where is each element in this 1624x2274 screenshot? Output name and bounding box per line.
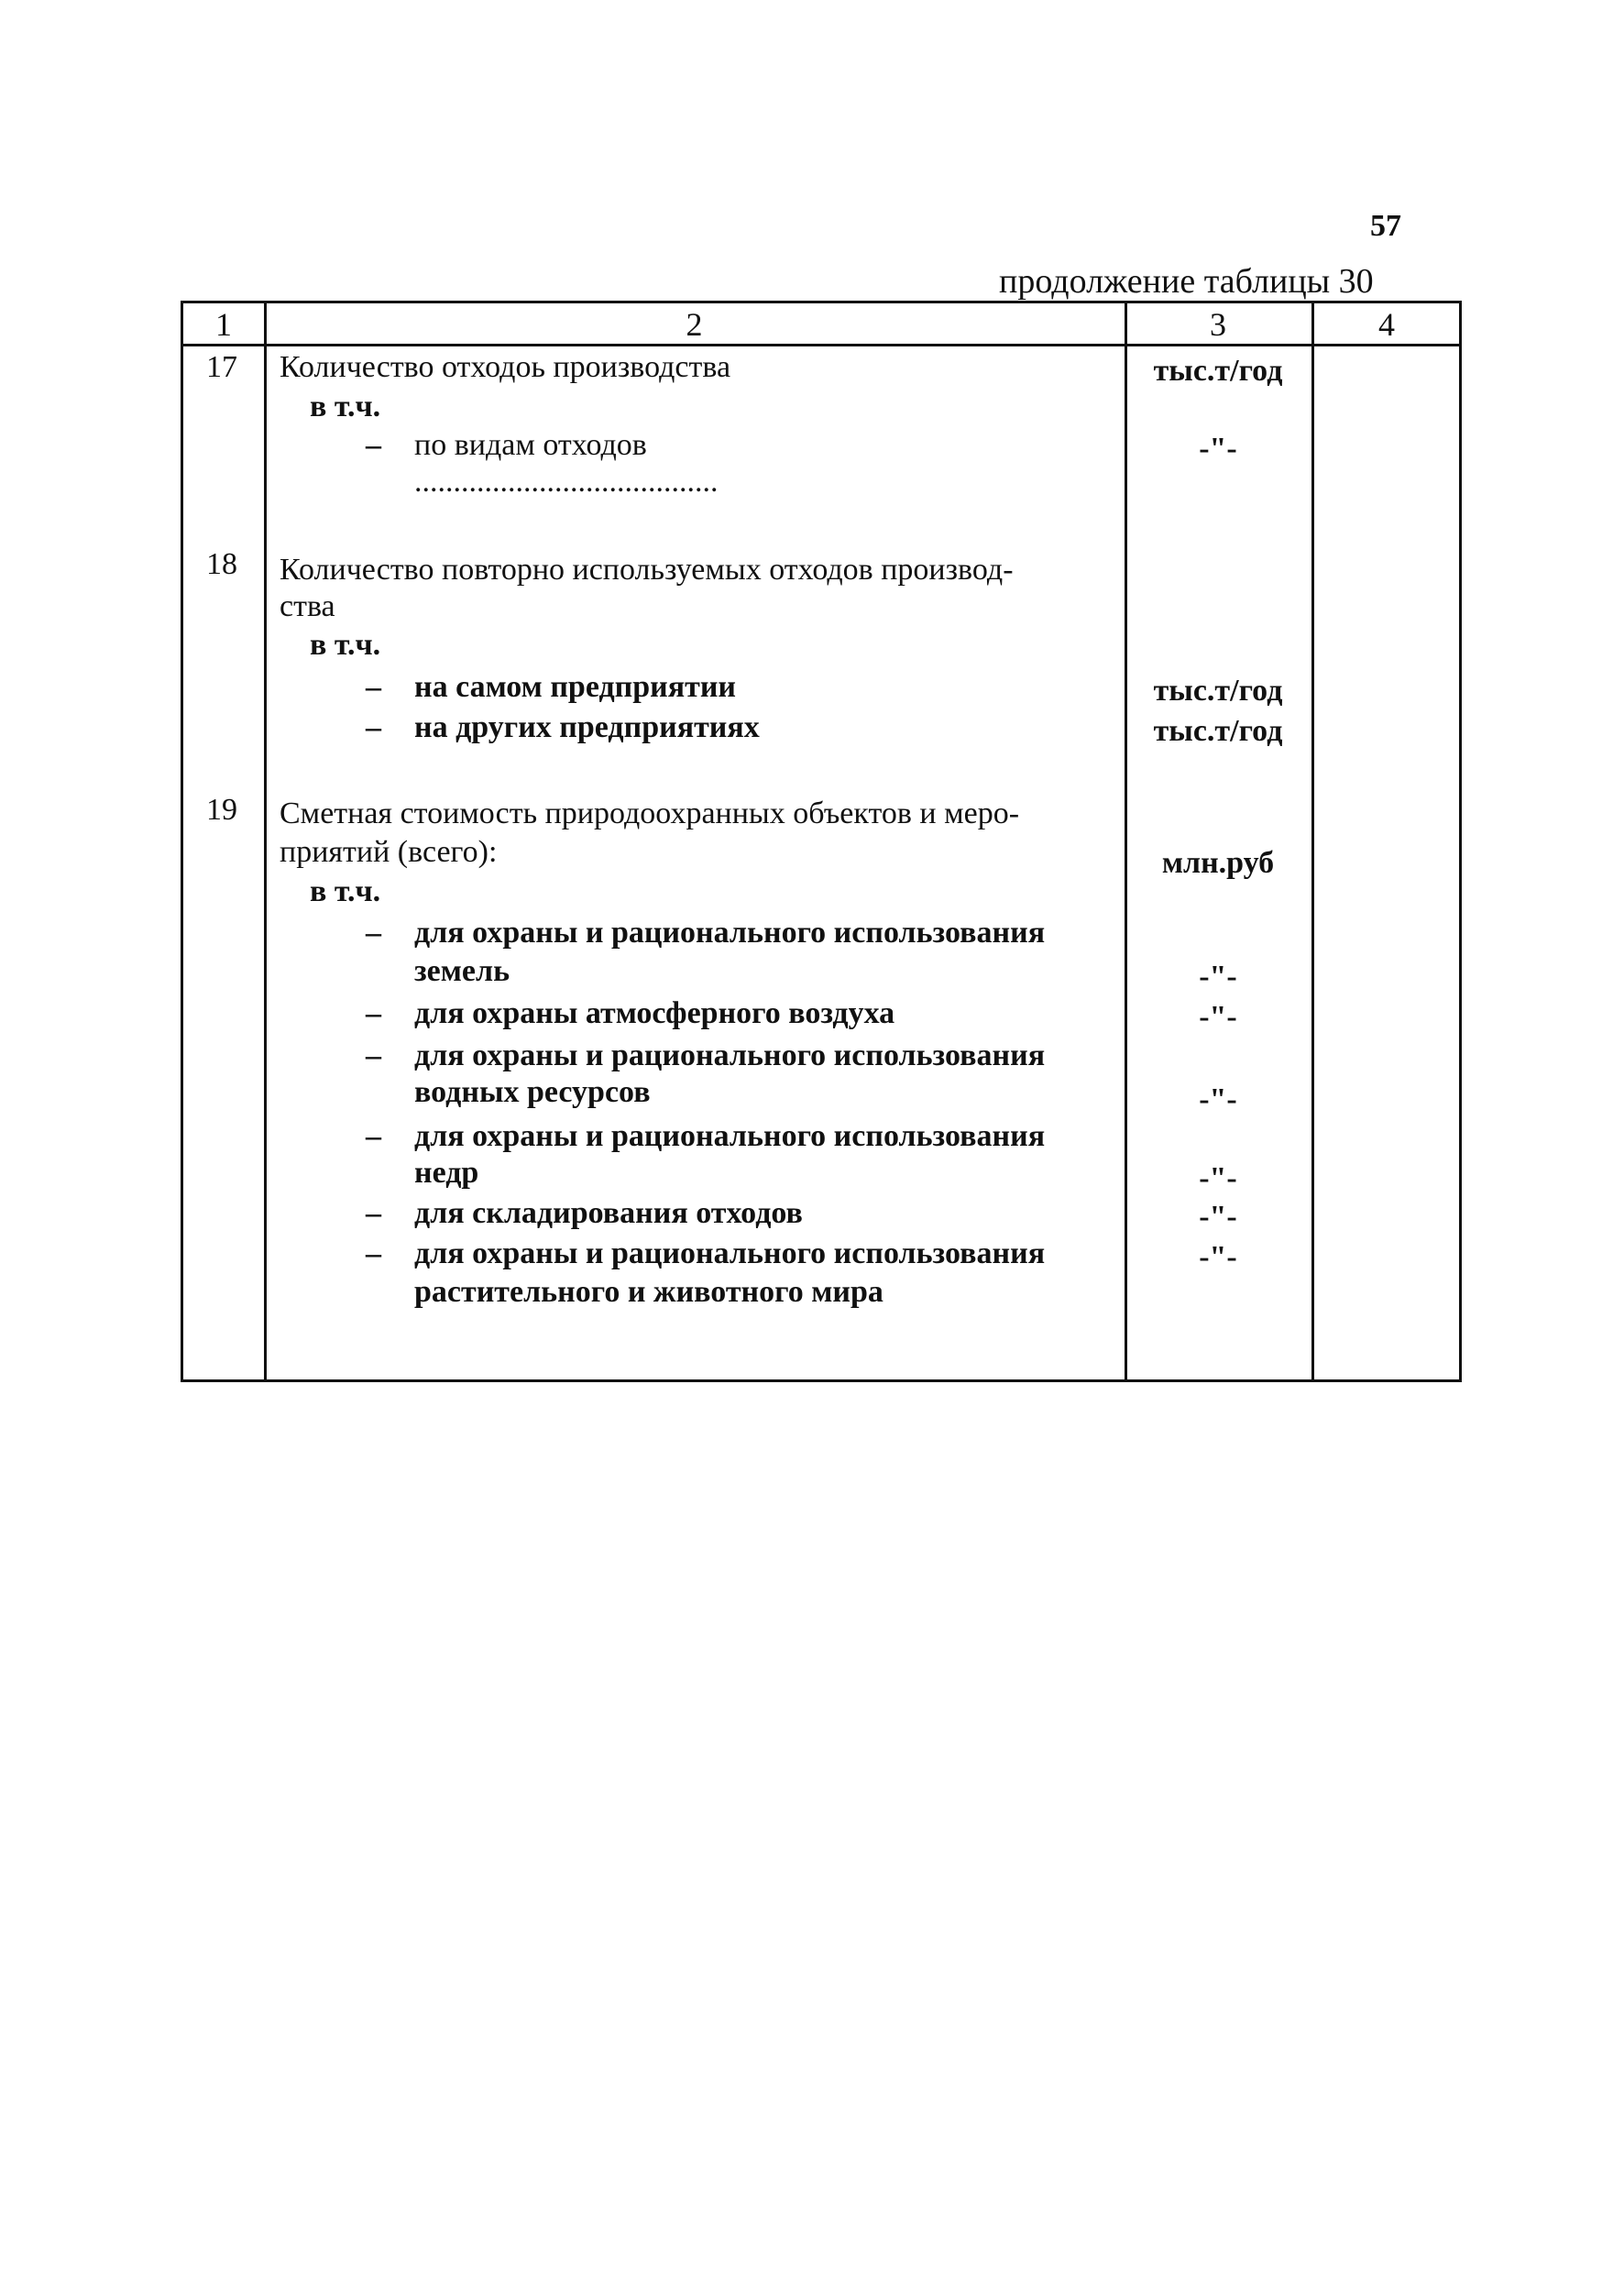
item-label: водных ресурсов — [414, 1075, 651, 1109]
unit-cell: -"- — [1199, 1240, 1237, 1274]
header-col-3: 3 — [1210, 306, 1226, 343]
header-col-4: 4 — [1378, 306, 1395, 343]
unit-cell: млн.руб — [1161, 846, 1275, 880]
item-dash: – — [366, 916, 381, 950]
item-label: на других предприятиях — [414, 710, 760, 744]
row-number: 18 — [206, 547, 237, 581]
item-label: растительного и животного мира — [414, 1275, 883, 1309]
column-divider — [1311, 303, 1314, 1379]
header-divider — [183, 344, 1459, 346]
item-label: на самом предприятии — [414, 670, 737, 704]
column-divider — [264, 303, 267, 1379]
item-label: для охраны и рационального использования — [414, 1119, 1046, 1153]
unit-cell: -"- — [1199, 1082, 1237, 1116]
item-dash: – — [366, 1236, 381, 1270]
item-label: недр — [414, 1156, 479, 1190]
row-title: приятий (всего): — [280, 835, 498, 869]
row-title: Количество повторно используемых отходов производ- — [280, 553, 1014, 587]
item-label: для охраны и рационального использования — [414, 916, 1046, 950]
header-col-2: 2 — [686, 306, 703, 343]
item-dash: – — [366, 1038, 381, 1072]
unit-cell: -"- — [1199, 960, 1237, 994]
page-number: 57 — [1370, 209, 1401, 243]
item-dash: – — [366, 996, 381, 1030]
unit-cell: тыс.т/год — [1153, 714, 1283, 748]
unit-cell: тыс.т/год — [1153, 674, 1283, 708]
item-label: для охраны атмосферного воздуха — [414, 996, 895, 1030]
unit-cell: -"- — [1199, 1200, 1237, 1234]
item-label: земель — [414, 954, 510, 988]
data-table — [181, 301, 1462, 1382]
table-caption: продолжение таблицы 30 — [999, 262, 1374, 301]
dotted-placeholder: ....................................... — [414, 465, 719, 499]
row-number: 19 — [206, 793, 237, 827]
item-dash: – — [366, 428, 381, 462]
item-dash: – — [366, 670, 381, 704]
unit-cell: -"- — [1199, 1161, 1237, 1195]
item-dash: – — [366, 1119, 381, 1153]
item-label: для охраны и рационального использования — [414, 1038, 1046, 1072]
item-label: для охраны и рационального использования — [414, 1236, 1046, 1270]
unit-cell: -"- — [1199, 432, 1237, 466]
header-col-1: 1 — [215, 306, 232, 343]
row-title: Количество отходоь производства — [280, 350, 731, 384]
item-label: для складирования отходов — [414, 1196, 803, 1230]
row-title: ства — [280, 589, 335, 623]
unit-cell: тыс.т/год — [1153, 354, 1283, 388]
including-label: в т.ч. — [310, 390, 381, 423]
item-label: по видам отходов — [414, 428, 647, 462]
unit-cell: -"- — [1199, 1000, 1237, 1034]
including-label: в т.ч. — [310, 874, 381, 908]
row-number: 17 — [206, 350, 237, 384]
row-title: Сметная стоимость природоохранных объектов и меро- — [280, 796, 1020, 830]
item-dash: – — [366, 1196, 381, 1230]
including-label: в т.ч. — [310, 628, 381, 662]
item-dash: – — [366, 710, 381, 744]
